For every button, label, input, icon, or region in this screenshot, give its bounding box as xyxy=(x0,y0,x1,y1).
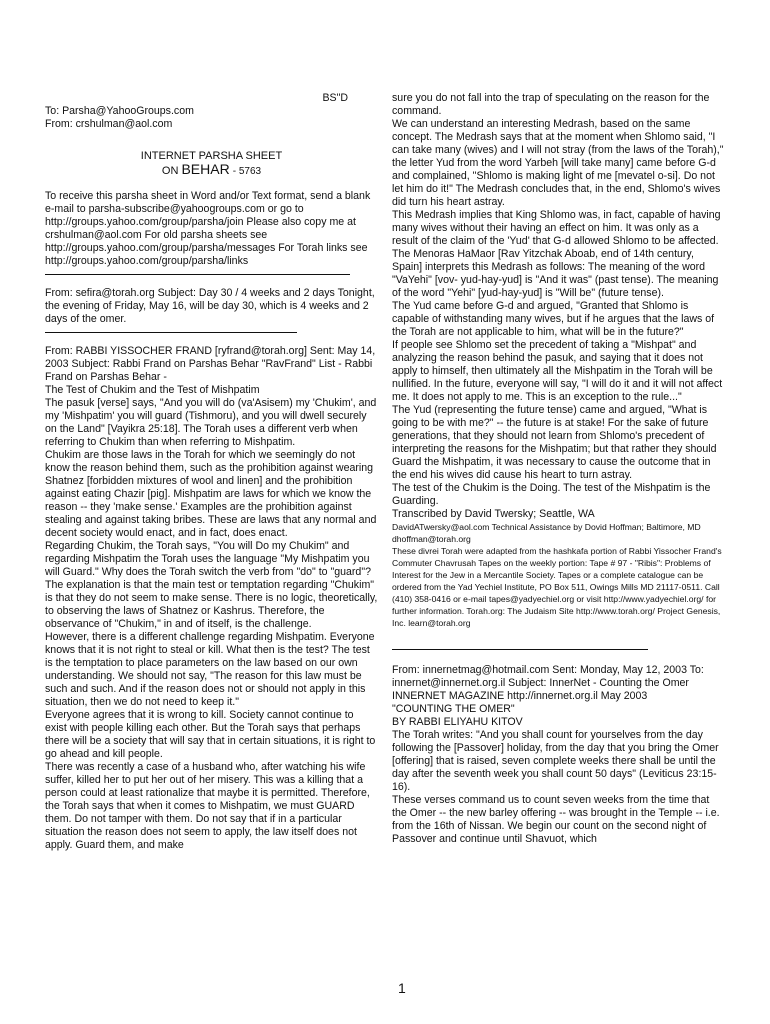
left-column xyxy=(45,92,378,852)
transcribed-by: Transcribed by David Twersky; Seattle, WA xyxy=(392,508,595,520)
paragraph: Chukim are those laws in the Torah for which we seemingly do not know the reason behind them, such as the prohibition against wearing Shatnez [forbidden mixtures of wool and linen] and the prohibition against eating Chazir [pig]. Mishpatim are laws for which we know the reason -- they 'make sense.' Examples are the prohibition against stealing and against taking bribes. These are laws that any normal and decent society would enact, and in fact, does enact. xyxy=(45,449,377,539)
paragraph: The test of the Chukim is the Doing. The test of the Mishpatim is the Guarding. xyxy=(392,482,711,507)
bsd-mark: BS"D xyxy=(322,92,348,104)
credits: DavidATwersky@aol.com Technical Assistance by Dovid Hoffman; Baltimore, MD dhoffman@torah.org xyxy=(392,522,701,544)
paragraph: Regarding Chukim, the Torah says, "You will Do my Chukim" and regarding Mishpatim the Torah uses the language "My Mishpatim you will Guard." Why does the Torah switch the verb from "do" to "guard"? xyxy=(45,540,371,578)
paragraph: This Medrash implies that King Shlomo was, in fact, capable of having many wives without their having an effect on him. It was only as a result of the claim of the 'Yud' that G-d allowed Shlomo to be affected. xyxy=(392,209,721,247)
title-year: - 5763 xyxy=(232,166,262,177)
frand-header: From: RABBI YISSOCHER FRAND [ryfrand@torah.org] Sent: May 14, 2003 Subject: Rabbi Frand on Parshas Behar "RavFrand" List - Rabbi Frand on Parshas Behar - xyxy=(45,345,376,383)
email-from: From: crshulman@aol.com xyxy=(45,118,173,130)
sheet-subtitle xyxy=(45,163,378,178)
paragraph: The explanation is that the main test or temptation regarding "Chukim" is that they do not seem to make sense. There is no logic, theoretically, to observing the laws of Shatnez or Kashrus. Therefore, the observance of "Chukim," in and of itself, is the challenge. xyxy=(45,579,378,630)
email-to: To: Parsha@YahooGroups.com xyxy=(45,105,194,117)
right-column xyxy=(392,92,724,846)
paragraph: Everyone agrees that it is wrong to kill. Society cannot continue to exist with people killing each other. But the Torah says that perhaps there will be a society that will say that in certain situations, it is right to go ahead and kill people. xyxy=(45,709,376,760)
title-parsha: BEHAR xyxy=(181,161,230,177)
subscribe-info: To receive this parsha sheet in Word and/or Text format, send a blank e-mail to parsha-subscribe@yahoogroups.com or go to http://groups.yahoo.com/group/parsha/join Please also copy me at crshulman@aol.com For old parsha sheets see http://groups.yahoo.com/group/parsha/messages For Torah links see http://groups.yahoo.com/group/parsha/links xyxy=(45,190,371,267)
divider xyxy=(392,649,648,650)
divider xyxy=(45,274,350,275)
paragraph: The Yud (representing the future tense) came and argued, "What is going to be with me?" -- the future is at stake! For the sake of future generations, that they should not learn from Shlomo's precedent of interpreting the reasons for the Mishpatim; but that rather they should Guard the Mishpatim, it was necessary to cause the outcome that in the end his wives did cause his heart to turn astray. xyxy=(392,404,717,481)
sefira-note: From: sefira@torah.org Subject: Day 30 / 4 weeks and 2 days Tonight, the evening of Friday, May 16, will be day 30, which is 4 weeks and 2 days of the omer. xyxy=(45,287,375,325)
paragraph: These verses command us to count seven weeks from the time that the Omer -- the new barley offering -- was brought in the Temple -- i.e. from the 16th of Nissan. We begin our count on the second night of Passover and continue until Shavuot, which xyxy=(392,794,720,845)
paragraph: The Yud came before G-d and argued, "Granted that Shlomo is capable of withstanding many wives, but if he argues that the laws of the Torah are not applicable to him, what will be in the future?" xyxy=(392,300,715,338)
frand-title: The Test of Chukim and the Test of Mishpatim xyxy=(45,384,260,396)
paragraph: The Menoras HaMaor [Rav Yitzchak Aboab, end of 14th century, Spain] interprets this Medrash as follows: The meaning of the word "VaYehi" [vov- yud-hay-yud] is "And it was" (past tense). The meaning of the word "Yehi" [yud-hay-yud] is "Will be" (future tense). xyxy=(392,248,719,299)
paragraph: If people see Shlomo set the precedent of taking a "Mishpat" and analyzing the reason behind the pasuk, and saying that it does not apply to himself, then ultimately all the Mishpatim in the Torah will be nullified. In the future, everyone will say, "I will do it and it will not affect me. It does not apply to me. This is an exception to the rule..." xyxy=(392,339,723,403)
paragraph: The pasuk [verse] says, "And you will do (va'Asisem) my 'Chukim', and my 'Mishpatim' you will guard (Tishmoru), and you will dwell securely on the Land" [Vayikra 25:18]. The Torah uses a different verb when referring to Chukim than when referring to Mishpatim. xyxy=(45,397,377,448)
page-number: 1 xyxy=(398,980,406,996)
paragraph: There was recently a case of a husband who, after watching his wife suffer, killed her to put her out of her misery. This was a killing that a person could at least rationalize that maybe it is permitted. Therefore, the Torah says that when it comes to Mishpatim, we must GUARD them. Do not tamper with them. Do not say that if in a particular situation the reason does not seem to apply, the law itself does not apply. Guard them, and make xyxy=(45,761,370,851)
paragraph: However, there is a different challenge regarding Mishpatim. Everyone knows that it is not right to steal or kill. What then is the test? The test is the temptation to place parameters on the law based on our own understanding. We should not say, "The reason for this law must be such and such. And if the reason does not or should not apply in this situation, then we do not need to keep it." xyxy=(45,631,375,708)
divider xyxy=(45,332,297,333)
counting-title: "COUNTING THE OMER" xyxy=(392,703,515,715)
paragraph: The Torah writes: "And you shall count for yourselves from the day following the [Passover] holiday, from the day that you bring the Omer [offering] that is raised, seven complete weeks there shall be until the day after the seventh week you shall count 50 days" (Leviticus 23:15-16). xyxy=(392,729,719,793)
paragraph: We can understand an interesting Medrash, based on the same concept. The Medrash says that at the moment when Shlomo said, "I can take many (wives) and I will not stray (from the laws of the Torah)," the letter Yud from the word Yarbeh [will take many] came before G-d and complained, "Shlomo is making light of me [mevatel o-si]. Do not let him do it!" The Medrash concludes that, in the end, Shlomo's wives did turn his heart astray. xyxy=(392,118,724,208)
paragraph: sure you do not fall into the trap of speculating on the reason for the command. xyxy=(392,92,710,117)
innernet-header: From: innernetmag@hotmail.com Sent: Monday, May 12, 2003 To: innernet@innernet.org.il Subject: InnerNet - Counting the Omer INNERNET MAGAZINE http://innernet.org.il May 2003 xyxy=(392,664,704,702)
credits-detail: These divrei Torah were adapted from the hashkafa portion of Rabbi Yissocher Frand's Commuter Chavrusah Tapes on the weekly portion: Tape # 97 - "Ribis": Problems of Interest for the Jew in a Mercantile Society. Tapes or a complete catalogue can be ordered from the Yad Yechiel Institute, PO Box 511, Owings Mills MD 21117-0511. Call (410) 358-0416 or e-mail tapes@yadyechiel.org or visit http://www.yadyechiel.org/ for further information. Torah.org: The Judaism Site http://www.torah.org/ Project Genesis, Inc. learn@torah.org xyxy=(392,546,722,628)
byline: BY RABBI ELIYAHU KITOV xyxy=(392,716,523,728)
title-on: ON xyxy=(161,165,179,177)
sheet-title: INTERNET PARSHA SHEET xyxy=(140,150,283,162)
